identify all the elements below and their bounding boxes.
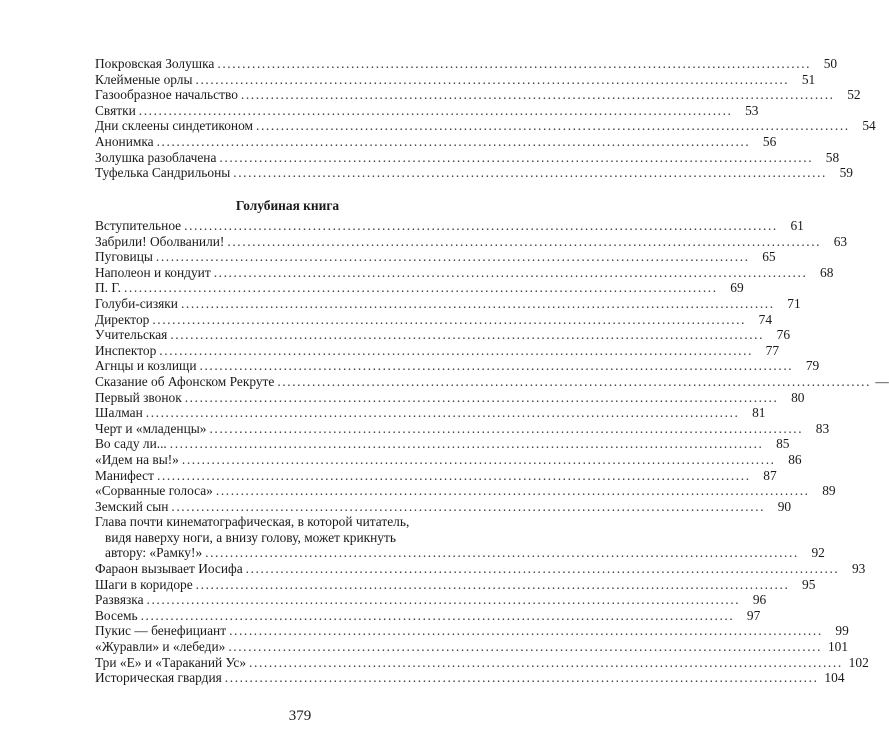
toc-leader-dots: ........................................................................................................................: [195, 576, 790, 592]
toc-entry-title-line: [95, 545, 825, 561]
toc-entry: [95, 639, 849, 655]
toc-entry-title: Земский сын: [95, 498, 169, 514]
toc-leader-dots: ........................................................................................................................: [155, 249, 750, 265]
toc-entry-title: Клейменые орлы: [95, 71, 193, 87]
toc-leader-dots: ........................................................................................................................: [184, 389, 779, 405]
toc-list-top: [95, 56, 876, 181]
toc-entry: [95, 405, 766, 421]
toc-entry: [95, 87, 861, 103]
toc-entry-page: 86: [788, 451, 802, 467]
toc-leader-dots: ........................................................................................................................: [181, 451, 776, 467]
toc-entry-page: 54: [862, 118, 876, 134]
toc-entry-title: «Идем на вы!»: [95, 451, 179, 467]
toc-leader-dots: ........................................................................................................................: [195, 71, 790, 87]
toc-entry-title: Манифест: [95, 467, 154, 483]
toc-entry-page: 81: [752, 405, 766, 421]
page-number: 379: [288, 708, 312, 724]
toc-entry-title: Директор: [95, 311, 150, 327]
toc-entry-title: Черт и «младенцы»: [95, 420, 207, 436]
toc-entry-page: 63: [833, 233, 848, 249]
toc-group-b: [95, 561, 869, 686]
toc-entry-title: Вступительное: [95, 218, 182, 233]
toc-list-bottom: [95, 218, 889, 686]
toc-entry: [95, 233, 848, 250]
toc-leader-dots: ........................................................................................................................: [184, 218, 778, 233]
toc-entry-page: 56: [762, 133, 777, 149]
toc-multiline-entry: [95, 514, 825, 561]
toc-entry-title: Восемь: [95, 607, 138, 623]
toc-entry: [95, 149, 840, 166]
toc-leader-dots: ........................................................................................................................: [140, 607, 735, 623]
toc-entry: [95, 420, 830, 437]
toc-entry-page: 89: [822, 483, 836, 499]
toc-entry-page: 51: [801, 71, 816, 87]
toc-entry-title: Сказание об Афонском Рекруте: [95, 373, 275, 389]
toc-entry-title: Три «Е» и «Тараканий Ус»: [95, 654, 247, 670]
toc-entry-page: 68: [820, 264, 834, 280]
toc-entry-page: 58: [825, 149, 840, 165]
toc-entry-page: 93: [851, 561, 866, 577]
toc-entry: [95, 561, 866, 577]
toc-entry-page: 61: [790, 218, 804, 233]
toc-leader-dots: ........................................................................................................................: [245, 561, 840, 577]
toc-entry: [95, 451, 802, 468]
toc-leader-dots: ........................................................................................................................: [227, 233, 822, 249]
toc-entry-page: 101: [827, 639, 849, 655]
section-title: Голубиная книга: [235, 198, 340, 213]
toc-leader-dots: ........................................................................................................................: [138, 102, 733, 118]
toc-entry-title: Забрили! Оболванили!: [95, 233, 225, 249]
toc-leader-dots: ........................................................................................................................: [146, 592, 741, 608]
toc-entry-title: Фараон вызывает Иосифа: [95, 561, 243, 577]
toc-entry: [95, 71, 816, 88]
toc-entry-page: 50: [823, 56, 838, 71]
toc-leader-dots: ........................................................................................................................: [180, 295, 775, 311]
toc-entry-title: Шаги в коридоре: [95, 576, 193, 592]
toc-entry: [95, 670, 845, 686]
toc-entry-page: 76: [776, 327, 791, 343]
toc-entry-title: Анонимка: [95, 133, 154, 149]
toc-entry-page: 80: [791, 389, 805, 405]
toc-leader-dots: ........................................................................................................................: [209, 420, 804, 436]
toc-leader-dots: ........................................................................................................................: [240, 87, 835, 103]
toc-entry-title-line: Глава почти кинематографическая, в которой читатель,: [95, 514, 410, 530]
toc-entry: [95, 56, 838, 72]
toc-entry-title: Туфелька Сандрильоны: [95, 165, 231, 181]
toc-entry: [95, 358, 820, 374]
toc-entry: [95, 133, 777, 150]
toc-entry-title: автору: «Рамку!»: [105, 545, 203, 561]
toc-entry-title: «Сорванные голоса»: [95, 483, 213, 499]
toc-entry: [95, 483, 836, 499]
toc-entry: [95, 623, 849, 639]
toc-leader-dots: ........................................................................................................................: [219, 149, 814, 165]
toc-leader-dots: ........................................................................................................................: [199, 358, 794, 374]
toc-entry-page: 53: [745, 102, 759, 118]
toc-entry: [95, 118, 876, 134]
toc-entry-page: 71: [787, 295, 801, 311]
toc-entry-page: 83: [815, 420, 830, 436]
toc-entry-title: Золушка разоблачена: [95, 149, 217, 165]
toc-entry-title: Голуби-сизяки: [95, 295, 178, 311]
toc-entry-page: 95: [802, 576, 816, 592]
toc-entry: [95, 280, 744, 296]
toc-leader-dots: ........................................................................................................................: [159, 342, 754, 358]
toc-entry: [95, 264, 834, 281]
toc-entry-title: Газообразное начальство: [95, 87, 238, 103]
toc-entry-page: 85: [776, 436, 790, 452]
toc-leader-dots: ........................................................................................................................: [169, 436, 764, 452]
toc-entry: [95, 607, 761, 624]
toc-entry-title: Покровская Золушка: [95, 56, 215, 71]
toc-entry-title: «Журавли» и «лебеди»: [95, 639, 226, 655]
toc-entry: [95, 311, 773, 328]
toc-entry-title: Дни склеены синдетиконом: [95, 118, 253, 134]
toc-entry-page: 69: [730, 280, 744, 296]
toc-leader-dots: ........................................................................................................................: [145, 405, 740, 421]
toc-entry-page: 74: [758, 311, 773, 327]
toc-entry-page: 90: [777, 498, 792, 514]
toc-entry: [95, 467, 777, 484]
toc-entry-title: Во саду ли...: [95, 436, 167, 452]
toc-group-a: [95, 218, 889, 514]
toc-entry: [95, 592, 767, 608]
toc-entry: [95, 576, 816, 593]
toc-leader-dots: ........................................................................................................................: [205, 545, 799, 561]
toc-entry: [95, 498, 792, 515]
toc-leader-dots: ........................................................................................................................: [217, 56, 812, 71]
toc-entry-page: 65: [762, 249, 776, 265]
toc-entry: [95, 342, 780, 359]
toc-entry-title: Шалман: [95, 405, 143, 421]
toc-entry-page: 79: [805, 358, 820, 374]
toc-leader-dots: ........................................................................................................................: [224, 670, 819, 686]
toc-entry: [95, 102, 759, 119]
toc-entry-page: 104: [824, 670, 845, 686]
toc-entry-page: 99: [835, 623, 849, 639]
toc-entry-title: Учительская: [95, 327, 168, 343]
toc-entry: [95, 295, 801, 312]
toc-leader-dots: ........................................................................................................................: [170, 327, 765, 343]
toc-entry: [95, 654, 869, 671]
toc-entry: [95, 436, 790, 452]
toc-entry-title: Первый звонок: [95, 389, 182, 405]
toc-entry-page: 96: [752, 592, 767, 608]
toc-entry-title-line: видя наверху ноги, а внизу голову, может крикнуть: [105, 529, 396, 545]
toc-entry-title: Историческая гвардия: [95, 670, 222, 686]
toc-entry-page: 87: [763, 467, 777, 483]
toc-leader-dots: ........................................................................................................................: [277, 373, 872, 389]
toc-entry-page: —: [875, 373, 889, 389]
toc-entry-page: 102: [848, 654, 869, 670]
toc-leader-dots: ........................................................................................................................: [256, 118, 850, 134]
toc-entry-title: Святки: [95, 102, 136, 118]
toc-leader-dots: ........................................................................................................................: [152, 311, 747, 327]
toc-entry-page: 97: [746, 607, 761, 623]
toc-entry-page: 77: [765, 342, 780, 358]
toc-leader-dots: ........................................................................................................................: [249, 654, 843, 670]
toc-entry-page: 52: [847, 87, 861, 103]
toc-entry-title: Пукис — бенефициант: [95, 623, 227, 639]
toc-entry-title: Пуговицы: [95, 249, 153, 265]
toc-leader-dots: ........................................................................................................................: [123, 280, 718, 296]
toc-entry: [95, 389, 805, 406]
toc-entry: [95, 249, 776, 265]
toc-leader-dots: ........................................................................................................................: [171, 498, 766, 514]
toc-entry-title: Развязка: [95, 592, 144, 608]
toc-leader-dots: ........................................................................................................................: [156, 467, 751, 483]
toc-leader-dots: ........................................................................................................................: [229, 623, 823, 639]
toc-entry-title: Наполеон и кондуит: [95, 264, 211, 280]
toc-leader-dots: ........................................................................................................................: [215, 483, 810, 499]
toc-entry: [95, 218, 804, 234]
toc-leader-dots: ........................................................................................................................: [156, 133, 751, 149]
toc-leader-dots: ........................................................................................................................: [228, 639, 823, 655]
toc-entry: [95, 373, 889, 390]
toc-entry-page: 92: [811, 545, 825, 561]
toc-leader-dots: ........................................................................................................................: [213, 264, 808, 280]
toc-leader-dots: ........................................................................................................................: [233, 165, 827, 181]
toc-entry-title: Инспектор: [95, 342, 157, 358]
toc-entry-title: П. Г.: [95, 280, 121, 296]
toc-entry: [95, 165, 853, 181]
toc-entry: [95, 327, 791, 343]
toc-entry-title: Агнцы и козлищи: [95, 358, 197, 374]
toc-entry-page: 59: [839, 165, 853, 181]
